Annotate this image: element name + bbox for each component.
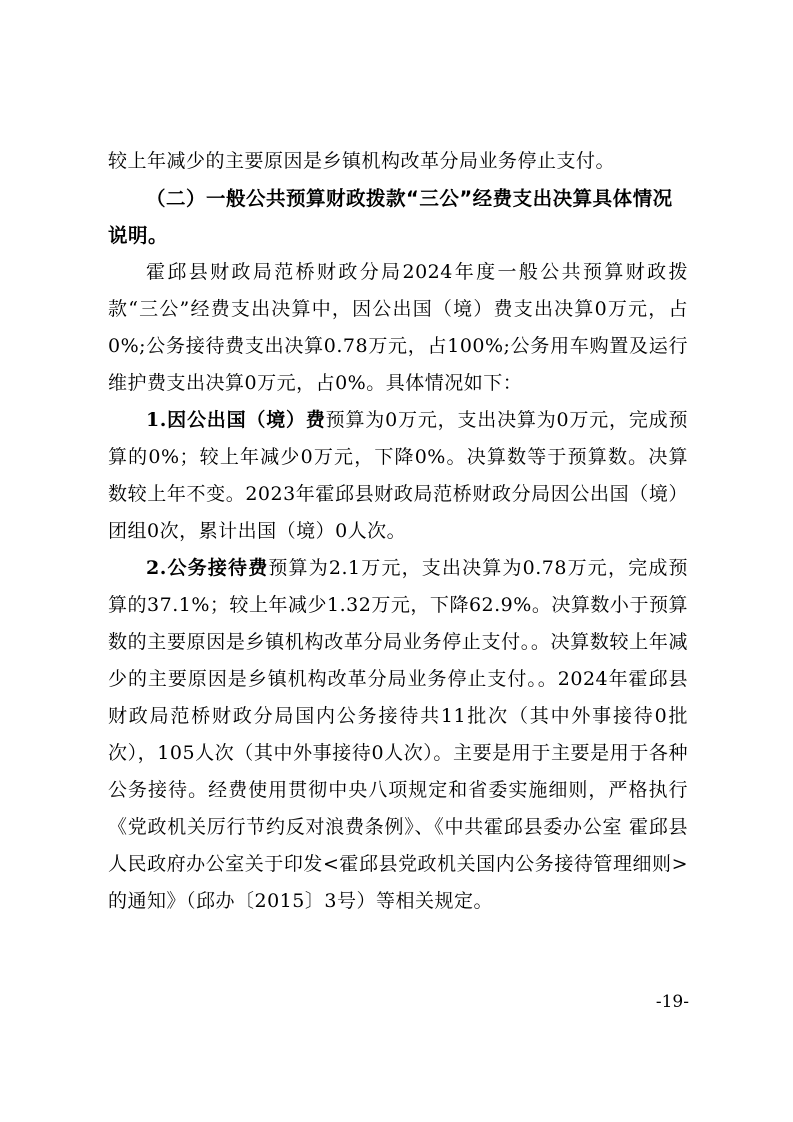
continuation-paragraph: 较上年减少的主要原因是乡镇机构改革分局业务停止支付。: [108, 150, 616, 172]
item-1-paragraph: [108, 402, 688, 550]
item-1-body: 预算为0万元，支出决算为0万元，完成预算的0%；较上年减少0万元，下降0%。决算数等于预算数。决算数较上年不变。2023年霍邱县财政局范桥财政分局因公出国（境）团组0次，累计出国（境）0人次。: [108, 409, 688, 542]
document-body: [108, 143, 688, 920]
item-2-paragraph: [108, 550, 688, 920]
section-heading: （二）一般公共预算财政拨款“三公”经费支出决算具体情况说明。: [108, 187, 673, 247]
item-1-title: 1.因公出国（境）费: [146, 409, 326, 431]
item-2-body: 预算为2.1万元，支出决算为0.78万元，完成预算的37.1%；较上年减少1.32万元，下降62.9%。决算数小于预算数的主要原因是乡镇机构改革分局业务停止支付。。决算数较上年减少的主要原因是乡镇机构改革分局业务停止支付。。2024年霍邱县财政局范桥财政分局国内公务接待共11批次（其中外事接待0批次），105人次（其中外事接待0人次）。主要是用于主要是用于各种公务接待。经费使用贯彻中央八项规定和省委实施细则，严格执行《党政机关厉行节约反对浪费条例》、《中共霍邱县委办公室 霍邱县人民政府办公室关于印发<霍邱县党政机关国内公务接待管理细则>的通知》（邱办〔2015〕3号）等相关规定。: [108, 557, 688, 912]
intro-paragraph: 霍邱县财政局范桥财政分局2024年度一般公共预算财政拨款“三公”经费支出决算中，因公出国（境）费支出决算0万元，占0%;公务接待费支出决算0.78万元，占100%;公务用车购置及运行维护费支出决算0万元，占0%。具体情况如下：: [108, 261, 688, 394]
item-2-title: 2.公务接待费: [146, 557, 269, 579]
page-number: -19-: [655, 992, 689, 1012]
